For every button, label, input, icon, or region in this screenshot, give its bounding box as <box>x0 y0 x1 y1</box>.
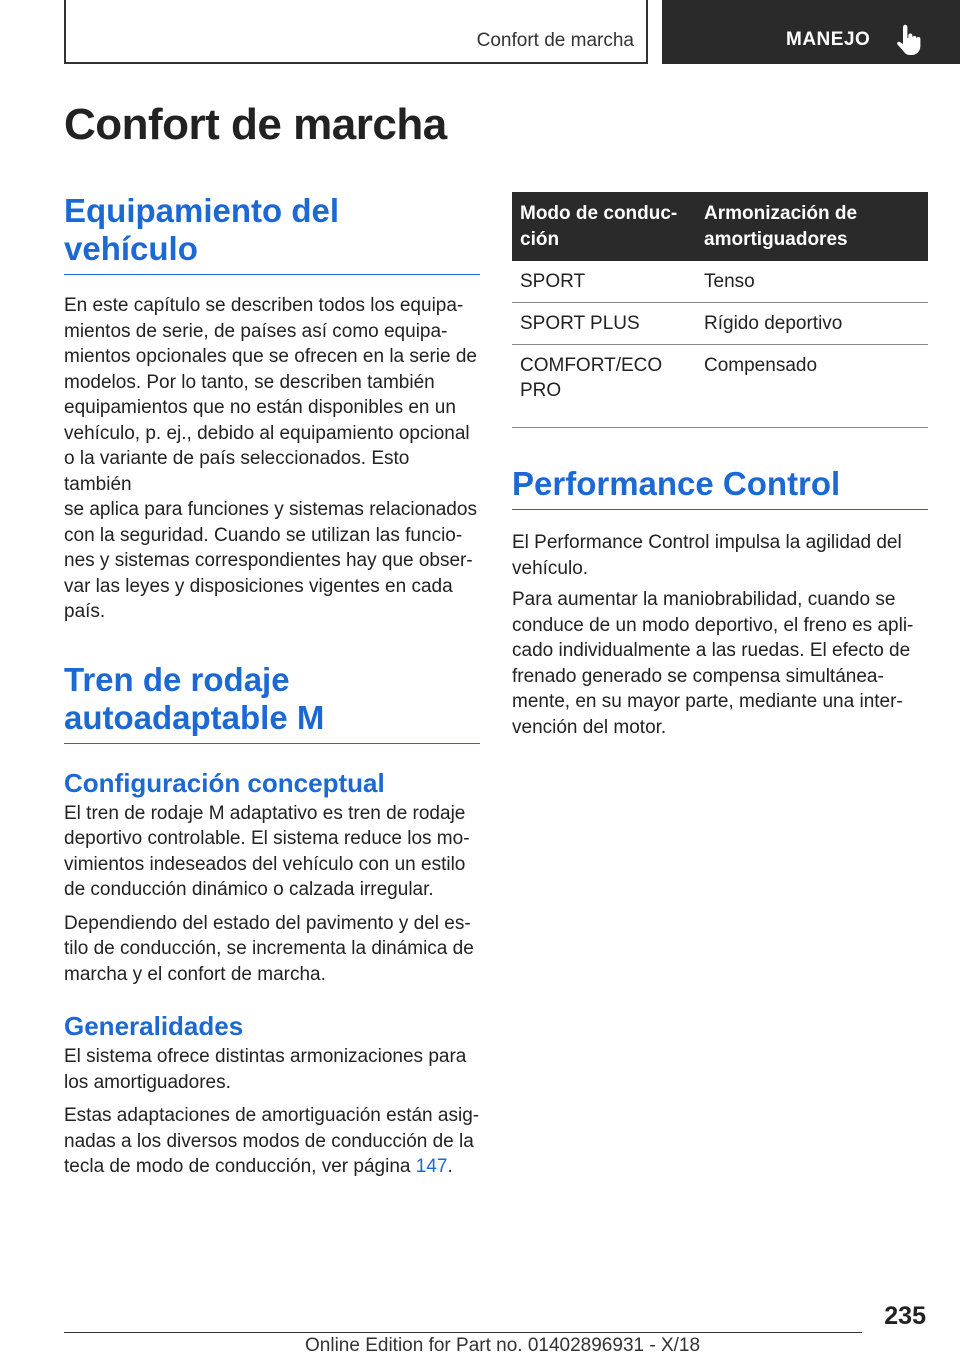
header-chapter-label: MANEJO <box>786 29 871 50</box>
page-number: 235 <box>884 1302 926 1330</box>
paragraph-generalidades-2: Estas adaptaciones de amortiguación están asig- nadas a los diversos modos de conducción de la tecla de modo de conducción, ver página 147. <box>64 1105 480 1177</box>
paragraph-config-2: Dependiendo del estado del pavimento y del es- tilo de conducción, se incrementa la dinámica de marcha y el confort de marcha. <box>64 912 474 985</box>
page-title: Confort de marcha <box>64 100 447 149</box>
heading-configuracion: Configuración conceptual <box>64 767 385 798</box>
table-cell: Rígido deportivo <box>696 303 928 345</box>
table-cell: Compensado <box>696 345 928 428</box>
footer-edition: Online Edition for Part no. 01402896931 - X/18 <box>305 1335 701 1356</box>
table-header-mode: Modo de conduc- ción <box>512 192 696 261</box>
paragraph-performance-2: Para aumentar la maniobrabilidad, cuando se conduce de un modo deportivo, el freno es apli- cado individualmente a las ruedas. El efecto de frenado generado se compensa simultánea- mente, en su mayor parte, mediante una inter- vención del motor. <box>512 589 914 738</box>
table-row <box>512 345 928 428</box>
table-row <box>512 261 928 303</box>
header-section-box <box>64 0 648 64</box>
heading-performance-control: Performance Control <box>512 465 928 510</box>
heading-equipamiento: Equipamiento del vehículo <box>64 192 480 275</box>
hand-pointer-icon <box>894 24 922 56</box>
paragraph-performance-1: El Performance Control impulsa la agilidad del vehículo. <box>512 532 902 579</box>
heading-tren-de-rodaje: Tren de rodaje autoadaptable M <box>64 661 480 744</box>
damper-table <box>512 192 928 428</box>
heading-generalidades: Generalidades <box>64 1011 244 1041</box>
header-chapter-tab[interactable] <box>662 0 960 64</box>
header-section-title: Confort de marcha <box>476 30 634 51</box>
table-row <box>512 303 928 345</box>
paragraph-config-1: El tren de rodaje M adaptativo es tren de rodaje deportivo controlable. El sistema reduce los mo- vimientos indeseados del vehículo con un estilo de conducción dinámico o calzada irregular. <box>64 802 470 900</box>
table-header-damping: Armonización de amortiguadores <box>696 192 928 261</box>
table-cell: SPORT <box>512 261 696 303</box>
paragraph-equipamiento: En este capítulo se describen todos los equipa- mientos de serie, de países así como equipa- mientos opcionales que se ofrecen en la serie de modelos. Por lo tanto, se describen también equipamientos que no están disponibles en un vehículo, p. ej., debido al equipamiento opcional o la variante de país seleccionados. Esto también se aplica para funciones y sistemas relacionados con la seguridad. Cuando se utilizan las funcio- nes y sistemas correspondientes hay que obser- var las leyes y disposiciones vigentes en cada país. <box>64 295 477 622</box>
table-cell: SPORT PLUS <box>512 303 696 345</box>
left-column <box>64 192 480 1180</box>
table-cell: Tenso <box>696 261 928 303</box>
footer-divider <box>64 1332 862 1333</box>
paragraph-generalidades-1: El sistema ofrece distintas armonizaciones para los amortiguadores. <box>64 1046 467 1093</box>
table-cell: COMFORT/ECO PRO <box>512 345 696 428</box>
page-reference-link[interactable]: 147 <box>415 1156 448 1177</box>
right-column <box>512 192 928 740</box>
table-header-row <box>512 192 928 261</box>
